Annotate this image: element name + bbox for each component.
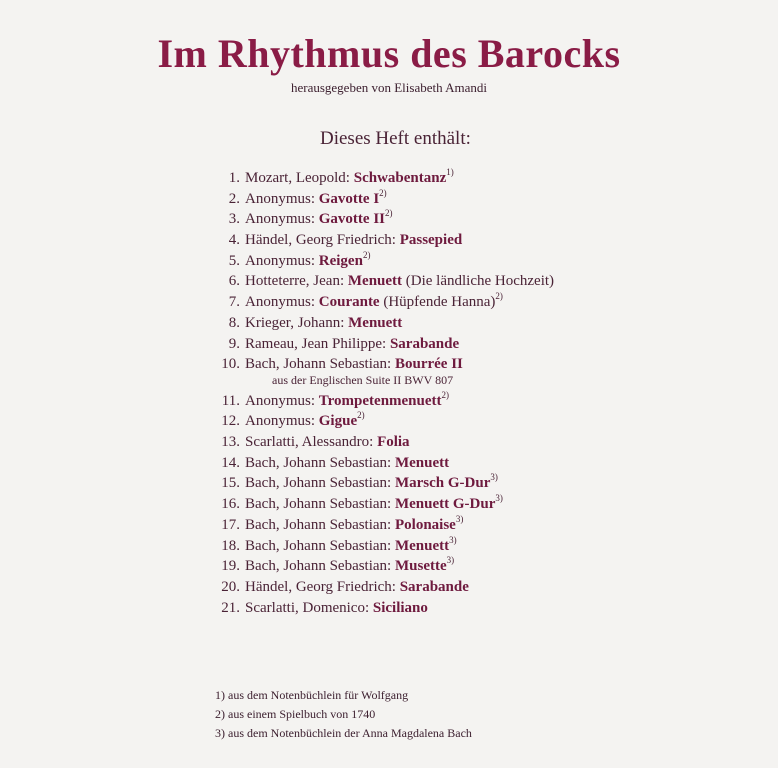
- composer: Scarlatti, Domenico:: [245, 599, 370, 616]
- composer: Mozart, Leopold:: [245, 170, 350, 186]
- composer: Anonymus:: [245, 211, 316, 228]
- work-title: Marsch G-Dur: [394, 475, 491, 492]
- footnote-ref: 3): [495, 493, 503, 504]
- list-item: [210, 189, 554, 210]
- composer: Anonymus:: [245, 392, 316, 409]
- work-title: Menuett: [394, 454, 450, 471]
- list-item: [210, 494, 554, 515]
- footnote: 1) aus dem Notenbüchlein für Wolfgang: [215, 688, 409, 702]
- work-title: Folia: [377, 434, 410, 451]
- footnotes: [215, 686, 472, 743]
- footnote-ref: 3): [490, 472, 498, 483]
- composer: Bach, Johann Sebastian:: [245, 356, 392, 373]
- footnote-ref: 2): [362, 249, 371, 260]
- footnote-ref: 2): [357, 410, 365, 421]
- list-item: [210, 354, 554, 391]
- item-number: 6.: [228, 273, 240, 290]
- item-number: 3.: [228, 211, 240, 228]
- work-title: Sarabande: [399, 578, 469, 595]
- item-number: 4.: [228, 232, 240, 249]
- composer: Händel, Georg Friedrich:: [245, 232, 396, 249]
- footnote-ref: 2): [495, 291, 503, 302]
- work-title: Menuett: [394, 537, 450, 554]
- list-item: [210, 334, 554, 355]
- item-number: 13.: [221, 434, 240, 451]
- footnote-ref: 2): [385, 208, 393, 219]
- list-item: [210, 556, 554, 577]
- item-number: 18.: [221, 537, 240, 554]
- composer: Bach, Johann Sebastian:: [245, 516, 392, 533]
- work-title: Menuett G-Dur: [394, 496, 496, 513]
- list-item: [210, 391, 554, 412]
- list-item: [210, 577, 554, 598]
- work-title: Musette: [394, 558, 447, 575]
- list-item: [210, 292, 554, 313]
- contents-list: [210, 168, 554, 618]
- work-title: Siciliano: [372, 599, 428, 616]
- list-item: [210, 453, 554, 474]
- item-number: 5.: [228, 252, 240, 269]
- item-number: 12.: [221, 413, 240, 430]
- composer: Anonymus:: [245, 413, 316, 430]
- footnote-ref: 3): [455, 513, 464, 524]
- footnote-ref: 3): [446, 555, 455, 566]
- footnote-ref: 2): [441, 389, 450, 400]
- footnote: 2) aus einem Spielbuch von 1740: [215, 707, 376, 721]
- footnote-ref: 3): [449, 534, 457, 545]
- work-title: Gavotte I: [318, 190, 380, 207]
- composer: Hotteterre, Jean:: [245, 273, 345, 290]
- composer: Rameau, Jean Philippe:: [245, 335, 387, 352]
- list-item: [210, 432, 554, 453]
- item-number: 19.: [221, 558, 240, 575]
- item-number: 2.: [228, 190, 240, 207]
- composer: Bach, Johann Sebastian:: [245, 496, 392, 513]
- work-title: Bourrée II: [394, 356, 463, 373]
- work-title: Schwabentanz: [353, 170, 447, 186]
- item-number: 17.: [221, 516, 240, 533]
- work-source: aus der Englischen Suite II BWV 807: [272, 372, 454, 387]
- list-item: [210, 168, 554, 189]
- work-subtitle: (Die ländliche Hochzeit): [405, 273, 555, 290]
- work-title: Reigen: [318, 252, 363, 269]
- list-item: [210, 230, 554, 251]
- composer: Bach, Johann Sebastian:: [245, 475, 392, 492]
- item-number: 7.: [228, 294, 240, 311]
- item-number: 10.: [221, 356, 240, 373]
- composer: Händel, Georg Friedrich:: [245, 578, 396, 595]
- work-title: Passepied: [399, 232, 463, 249]
- work-title: Gavotte II: [318, 211, 386, 228]
- footnote-ref: 2): [379, 187, 387, 198]
- composer: Krieger, Johann:: [245, 314, 345, 331]
- list-item: [210, 598, 554, 619]
- item-number: 1.: [228, 170, 240, 186]
- composer: Bach, Johann Sebastian:: [245, 537, 392, 554]
- list-item: [210, 271, 554, 292]
- item-number: 14.: [221, 454, 240, 471]
- list-item: [210, 251, 554, 272]
- footnote: 3) aus dem Notenbüchlein der Anna Magdalena Bach: [215, 726, 472, 740]
- item-number: 8.: [228, 314, 240, 331]
- composer: Bach, Johann Sebastian:: [245, 454, 392, 471]
- composer: Anonymus:: [245, 190, 316, 207]
- footnote-ref: 1): [446, 167, 454, 177]
- list-item: [210, 473, 554, 494]
- list-item: [210, 515, 554, 536]
- composer: Anonymus:: [245, 294, 316, 311]
- list-item: [210, 209, 554, 230]
- work-title: Menuett: [348, 314, 403, 331]
- composer: Bach, Johann Sebastian:: [245, 558, 392, 575]
- item-number: 15.: [221, 475, 240, 492]
- work-title: Courante: [318, 294, 380, 311]
- list-item: [210, 411, 554, 432]
- work-title: Menuett: [347, 273, 403, 290]
- work-subtitle: (Hüpfende Hanna): [383, 294, 496, 311]
- work-title: Trompetenmenuett: [318, 392, 442, 409]
- work-title: Gigue: [318, 413, 358, 430]
- item-number: 11.: [221, 392, 240, 409]
- composer: Scarlatti, Alessandro:: [245, 434, 374, 451]
- page-title: Im Rhythmus des Barocks: [157, 31, 621, 76]
- composer: Anonymus:: [245, 252, 316, 269]
- item-number: 21.: [221, 599, 240, 616]
- list-item: [210, 313, 554, 334]
- list-item: [210, 536, 554, 557]
- item-number: 16.: [221, 496, 240, 513]
- editor-line: herausgegeben von Elisabeth Amandi: [290, 80, 488, 95]
- item-number: 20.: [221, 578, 240, 595]
- item-number: 9.: [228, 335, 240, 352]
- contents-heading: Dieses Heft enthält:: [320, 128, 471, 149]
- work-title: Polonaise: [394, 516, 456, 533]
- work-title: Sarabande: [389, 335, 460, 352]
